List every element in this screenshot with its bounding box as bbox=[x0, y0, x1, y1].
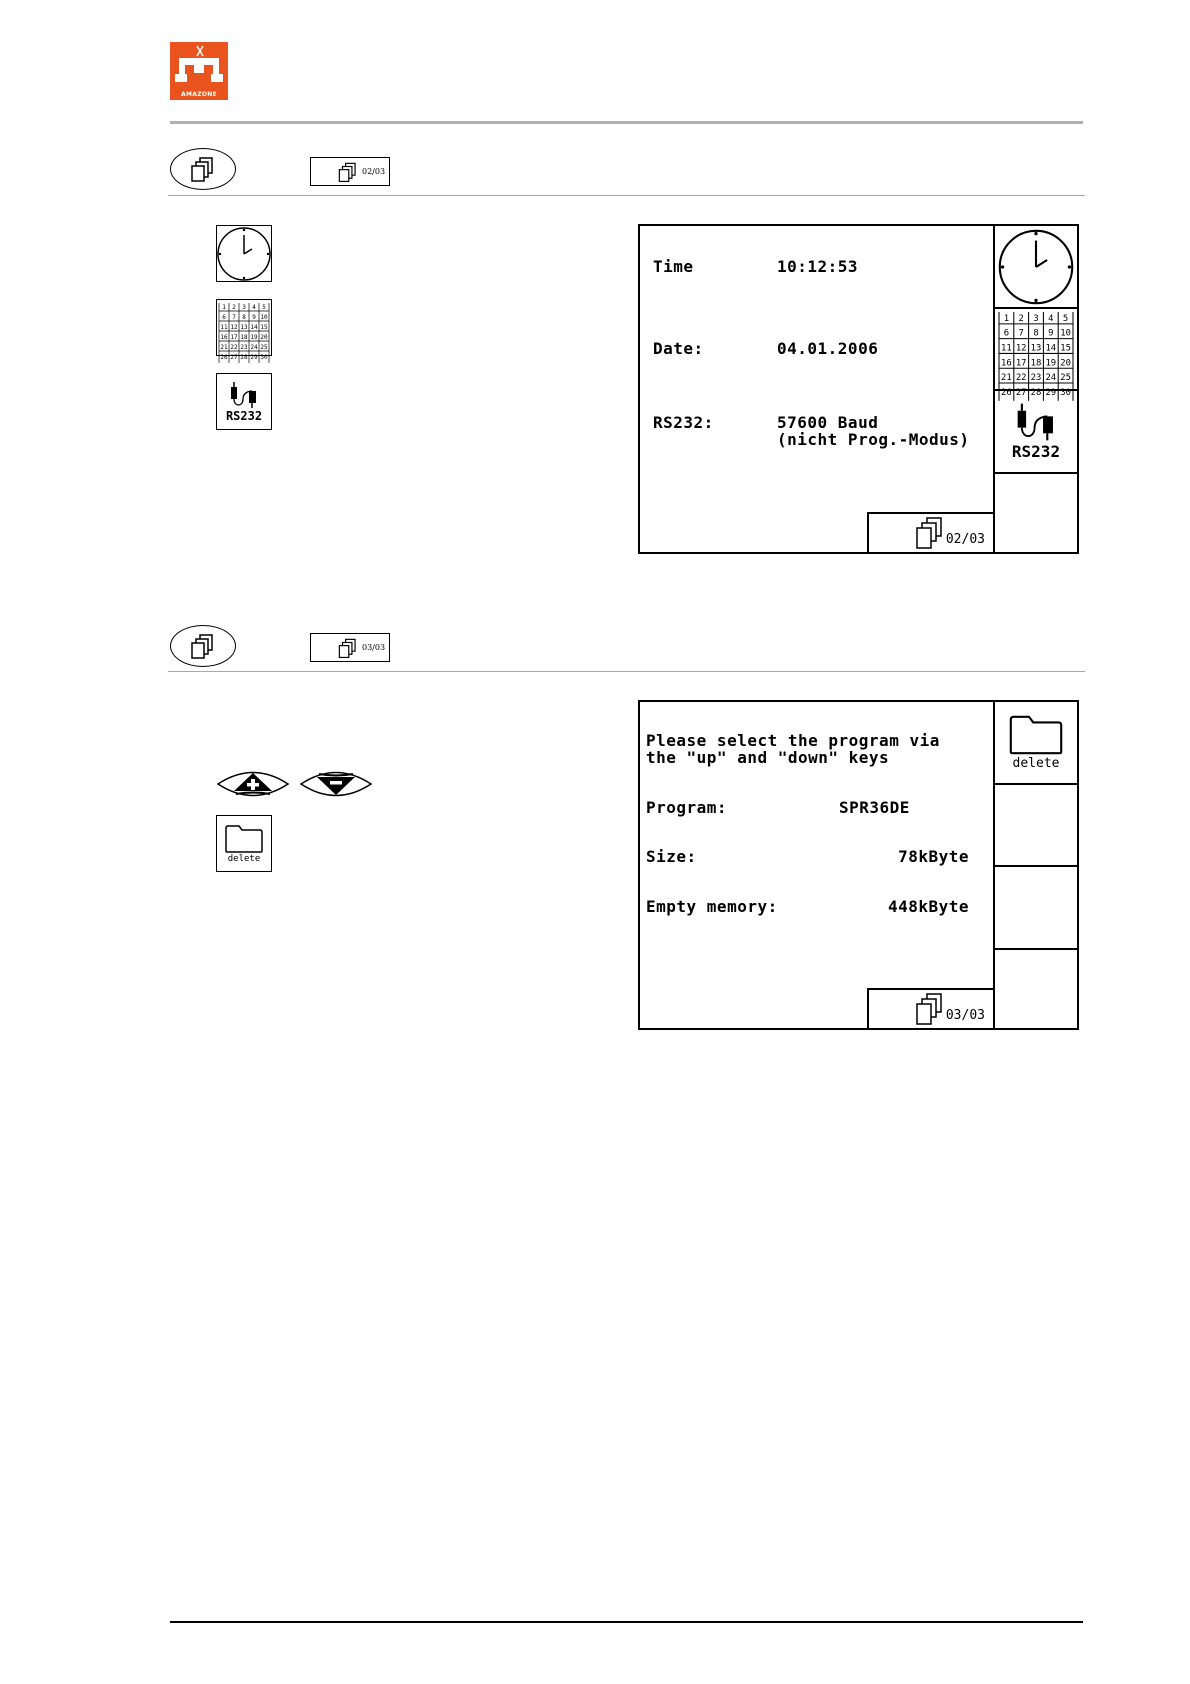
softkey-rs232[interactable] bbox=[995, 391, 1077, 474]
calendar-day: 10 bbox=[260, 313, 268, 321]
calendar-day: 3 bbox=[242, 303, 246, 311]
date-label: Date: bbox=[653, 339, 704, 358]
program-label: Program: bbox=[646, 798, 728, 817]
calendar-day: 12 bbox=[230, 323, 238, 331]
softkey-column bbox=[993, 226, 1077, 552]
calendar-day: 27 bbox=[230, 353, 238, 361]
calendar-day: 8 bbox=[1033, 328, 1039, 339]
screen-page-number: 02/03 bbox=[945, 531, 985, 547]
calendar-day: 8 bbox=[242, 313, 246, 321]
logo-text: AMAZONE bbox=[181, 91, 217, 98]
calendar-day: 23 bbox=[240, 343, 248, 351]
calendar-day: 14 bbox=[250, 323, 258, 331]
screen-page-indicator bbox=[867, 988, 993, 1028]
screen-page-number: 03/03 bbox=[945, 1007, 985, 1023]
date-value: 04.01.2006 bbox=[777, 339, 879, 358]
calendar-day: 10 bbox=[1060, 328, 1071, 339]
pages-icon bbox=[914, 516, 944, 550]
pages-icon bbox=[337, 161, 359, 183]
calendar-icon bbox=[219, 303, 269, 361]
calendar-day: 30 bbox=[1060, 387, 1071, 398]
calendar-day: 14 bbox=[1045, 343, 1057, 354]
plus-key[interactable] bbox=[216, 765, 290, 807]
calendar-day: 20 bbox=[260, 333, 268, 341]
calendar-day: 20 bbox=[1060, 358, 1071, 369]
calendar-day: 21 bbox=[1001, 373, 1012, 384]
rs232-icon bbox=[227, 381, 261, 409]
folder-icon bbox=[224, 824, 264, 854]
softkey-delete-label: delete bbox=[1012, 756, 1060, 771]
pages-icon bbox=[189, 632, 217, 660]
calendar-day: 6 bbox=[1003, 328, 1010, 339]
terminal-screen-time bbox=[638, 224, 1079, 554]
time-value: 10:12:53 bbox=[777, 257, 859, 276]
calendar-day: 23 bbox=[1030, 373, 1042, 384]
calendar-day: 24 bbox=[1045, 373, 1057, 384]
calendar-day: 9 bbox=[252, 313, 256, 321]
calendar-day: 4 bbox=[1048, 313, 1054, 324]
calendar-day: 17 bbox=[230, 333, 238, 341]
calendar-day: 26 bbox=[220, 353, 228, 361]
date-key[interactable] bbox=[216, 299, 272, 361]
calendar-day: 16 bbox=[1001, 358, 1012, 369]
program-value: SPR36DE bbox=[839, 798, 910, 817]
page-flip-button[interactable] bbox=[170, 625, 236, 667]
calendar-day: 17 bbox=[1015, 358, 1027, 369]
calendar-day: 25 bbox=[260, 343, 268, 351]
calendar-day: 24 bbox=[250, 343, 258, 351]
softkey-delete[interactable] bbox=[995, 702, 1077, 785]
calendar-day: 27 bbox=[1015, 387, 1027, 398]
delete-key[interactable] bbox=[216, 815, 272, 872]
calendar-day: 26 bbox=[1001, 387, 1012, 398]
calendar-day: 1 bbox=[1003, 313, 1010, 324]
screen-page-indicator bbox=[867, 512, 993, 552]
calendar-day: 29 bbox=[1045, 387, 1057, 398]
calendar-day: 7 bbox=[1018, 328, 1024, 339]
footer-rule bbox=[170, 1621, 1083, 1623]
folder-icon bbox=[1008, 714, 1064, 756]
minus-arrow-icon bbox=[299, 765, 373, 803]
minus-key[interactable] bbox=[299, 765, 373, 807]
calendar-day: 22 bbox=[1015, 373, 1027, 384]
calendar-icon bbox=[999, 312, 1073, 398]
calendar-day: 19 bbox=[1045, 358, 1057, 369]
pages-icon bbox=[189, 155, 217, 183]
calendar-day: 2 bbox=[232, 303, 236, 311]
calendar-day: 22 bbox=[230, 343, 238, 351]
terminal-screen-program bbox=[638, 700, 1079, 1030]
rs232-value: 57600 Baud (nicht Prog.-Modus) bbox=[777, 413, 970, 449]
rs232-key[interactable] bbox=[216, 373, 272, 430]
softkey-column bbox=[993, 702, 1077, 1028]
calendar-day: 1 bbox=[222, 303, 226, 311]
rs232-label: RS232: bbox=[653, 413, 714, 432]
pages-icon bbox=[337, 637, 359, 659]
empty-memory-label: Empty memory: bbox=[646, 897, 778, 916]
time-label: Time bbox=[653, 257, 694, 276]
calendar-day: 30 bbox=[260, 353, 268, 361]
calendar-day: 15 bbox=[260, 323, 268, 331]
rs232-icon bbox=[1012, 402, 1060, 442]
size-label: Size: bbox=[646, 847, 697, 866]
calendar-day: 19 bbox=[250, 333, 258, 341]
amazone-logo bbox=[170, 42, 228, 100]
section-rule bbox=[168, 195, 1085, 196]
calendar-day: 28 bbox=[240, 353, 248, 361]
page-indicator-text: 02/03 bbox=[362, 167, 386, 176]
page-indicator-text: 03/03 bbox=[362, 643, 386, 652]
calendar-day: 4 bbox=[252, 303, 256, 311]
calendar-day: 18 bbox=[1030, 358, 1042, 369]
clock-icon bbox=[997, 228, 1075, 306]
calendar-day: 9 bbox=[1048, 328, 1054, 339]
calendar-day: 18 bbox=[240, 333, 248, 341]
rs232-key-label: RS232 bbox=[225, 408, 263, 423]
calendar-day: 16 bbox=[220, 333, 228, 341]
page-indicator-tag bbox=[310, 633, 390, 662]
softkey-rs232-label: RS232 bbox=[1011, 442, 1061, 461]
calendar-day: 3 bbox=[1033, 313, 1039, 324]
empty-memory-value: 448kByte bbox=[887, 897, 969, 916]
header-rule bbox=[170, 121, 1083, 124]
calendar-day: 25 bbox=[1060, 373, 1071, 384]
clock-icon bbox=[216, 226, 272, 282]
calendar-day: 7 bbox=[232, 313, 236, 321]
calendar-day: 15 bbox=[1060, 343, 1071, 354]
softkey-time[interactable] bbox=[995, 226, 1077, 309]
plus-arrow-icon bbox=[216, 765, 290, 803]
pages-icon bbox=[914, 992, 944, 1026]
calendar-day: 21 bbox=[220, 343, 228, 351]
softkey-date[interactable] bbox=[995, 309, 1077, 398]
calendar-day: 11 bbox=[220, 323, 228, 331]
section-rule bbox=[168, 671, 1085, 672]
calendar-day: 2 bbox=[1018, 313, 1024, 324]
calendar-day: 13 bbox=[1030, 343, 1042, 354]
page-flip-button[interactable] bbox=[170, 148, 236, 190]
softkey-empty[interactable] bbox=[995, 785, 1077, 867]
calendar-day: 12 bbox=[1015, 343, 1027, 354]
calendar-day: 5 bbox=[262, 303, 266, 311]
time-key[interactable] bbox=[216, 225, 272, 282]
page-indicator-tag bbox=[310, 157, 390, 186]
size-value: 78kByte bbox=[898, 847, 969, 866]
calendar-day: 5 bbox=[1062, 313, 1069, 324]
calendar-day: 28 bbox=[1030, 387, 1042, 398]
calendar-day: 6 bbox=[222, 313, 226, 321]
softkey-empty[interactable] bbox=[995, 867, 1077, 950]
calendar-day: 11 bbox=[1001, 343, 1012, 354]
program-select-message: Please select the program via the "up" and "down" keys bbox=[646, 731, 940, 767]
calendar-day: 29 bbox=[250, 353, 258, 361]
calendar-day: 13 bbox=[240, 323, 248, 331]
delete-key-label: delete bbox=[227, 853, 261, 864]
